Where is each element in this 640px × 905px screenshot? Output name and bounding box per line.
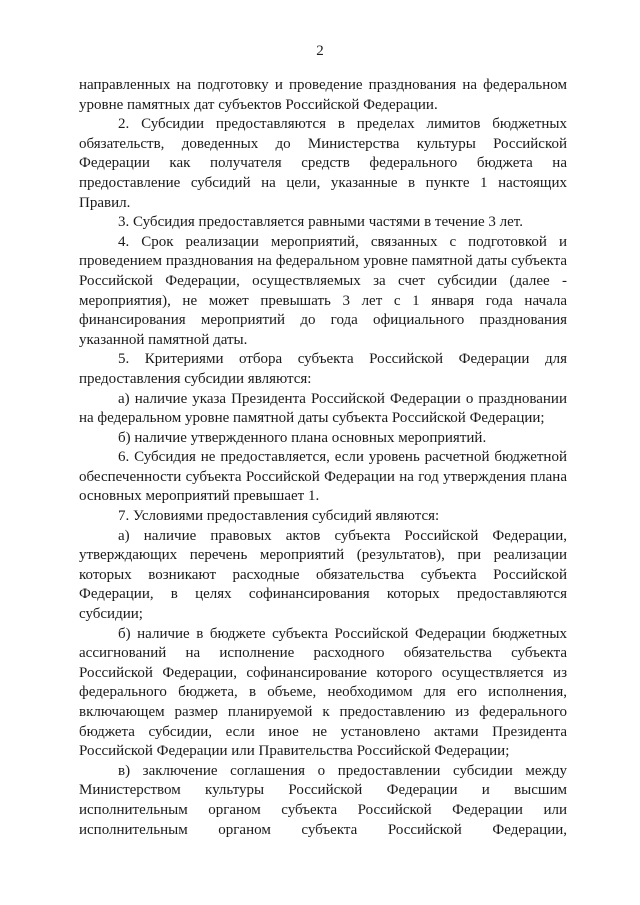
page-number: 2 [316,43,324,59]
paragraph-item-5b: б) наличие утвержденного плана основных мероприятий. [118,429,487,446]
paragraph-item-2: 2. Субсидии предоставляются в пределах лимитов бюджетных обязательств, доведенных до Министерства культуры Российской Федерации как получателя средств федерального бюджета на предоставление субсидий на цели, указанные в пункте 1 настоящих Правил. [79,116,567,211]
paragraph-item-7: 7. Условиями предоставления субсидий являются: [118,508,440,525]
paragraph-item-7c: в) заключение соглашения о предоставлении субсидии между Министерством культуры Российской Федерации и высшим исполнительным органом субъекта Российской Федерации или исполнительным органом субъекта Российской Федерации, [79,762,567,838]
paragraph-item-5a: а) наличие указа Президента Российской Федерации о праздновании на федеральном уровне памятной даты субъекта Российской Федерации; [79,390,567,427]
paragraph-item-4: 4. Срок реализации мероприятий, связанных с подготовкой и проведением празднования на федеральном уровне памятной даты субъекта Российской Федерации, осуществляемых за счет субсидии (далее - мероприятия), не может превышать 3 лет с 1 января года начала финансирования мероприятий до года официального празднования указанной памятной даты. [79,233,567,348]
paragraph-item-3: 3. Субсидия предоставляется равными частями в течение 3 лет. [118,214,523,231]
paragraph-item-7b: б) наличие в бюджете субъекта Российской Федерации бюджетных ассигнований на исполнение расходного обязательства субъекта Российской Федерации, софинансирование которого осуществляется из федерального бюджета, в объеме, необходимом для его исполнения, включающем размер планируемой к предоставлению из федерального бюджета субсидии, если иное не установлено актами Президента Российской Федерации или Правительства Российской Федерации; [79,625,567,760]
paragraph-item-5: 5. Критериями отбора субъекта Российской Федерации для предоставления субсидии являются: [79,351,567,387]
paragraph-item-7a: а) наличие правовых актов субъекта Российской Федерации, утверждающих перечень мероприятий (результатов), при реализации которых возникают расходные обязательства субъекта Российской Федерации, в целях софинансирования которых предоставляются субсидии; [79,527,567,623]
paragraph-continuation: направленных на подготовку и проведение празднования на федеральном уровне памятных дат субъектов Российской Федерации. [79,77,567,113]
paragraph-item-6: 6. Субсидия не предоставляется, если уровень расчетной бюджетной обеспеченности субъекта Российской Федерации на год утверждения плана основных мероприятий превышает 1. [79,449,567,505]
document-body [79,76,567,840]
